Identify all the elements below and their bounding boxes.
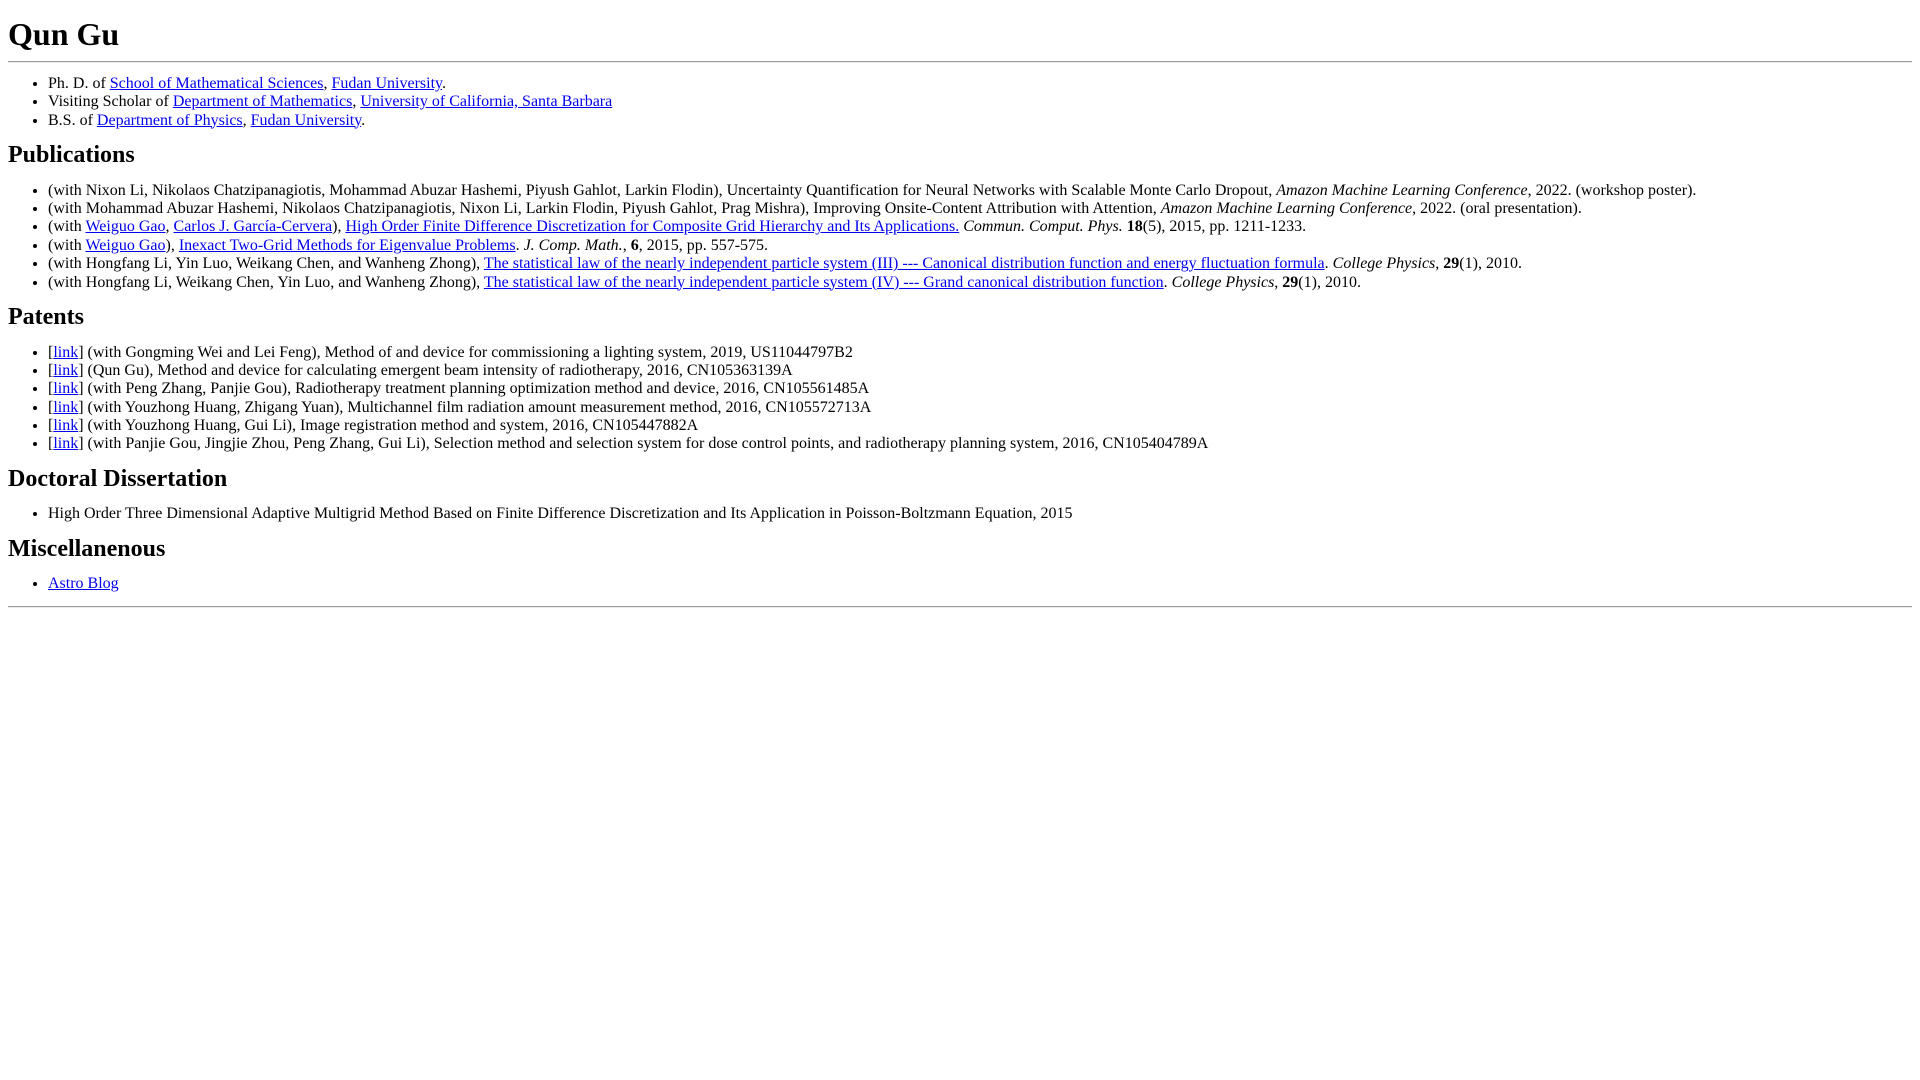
text-link[interactable]: link — [53, 398, 79, 416]
miscellaneous-list — [8, 575, 1912, 593]
plain-text: , — [323, 74, 332, 92]
plain-text: , — [352, 93, 361, 111]
publication-item — [48, 237, 1912, 255]
italic-text: Amazon Machine Learning Conference — [1160, 199, 1413, 217]
plain-text: . — [515, 236, 524, 254]
text-link[interactable]: link — [53, 417, 79, 435]
patent-item — [48, 362, 1912, 380]
text-link[interactable]: link — [53, 435, 79, 453]
plain-text: (1), 2010. — [1459, 255, 1522, 273]
plain-text: (1), 2010. — [1298, 273, 1361, 291]
top-divider — [8, 61, 1912, 63]
plain-text: (with Hongfang Li, Yin Luo, Weikang Chen, and Wanheng Zhong), — [48, 255, 484, 273]
patents-list — [8, 344, 1912, 454]
dissertation-heading: Doctoral Dissertation — [8, 465, 228, 492]
patent-item — [48, 344, 1912, 362]
text-link[interactable]: Carlos J. García-Cervera — [173, 218, 333, 236]
plain-text: ] (with Youzhong Huang, Gui Li), Image registration method and system, 2016, CN105447882A — [78, 417, 699, 435]
text-link[interactable]: Weiguo Gao — [85, 218, 166, 236]
bold-text: 29 — [1282, 273, 1299, 291]
italic-text: Commun. Comput. Phys. — [963, 218, 1123, 236]
plain-text: High Order Three Dimensional Adaptive Multigrid Method Based on Finite Difference Discretization and Its Application in Poisson-Boltzmann Equation, 2015 — [48, 505, 1073, 523]
text-link[interactable]: Fudan University — [250, 111, 362, 129]
plain-text: , 2015, pp. 557-575. — [638, 236, 769, 254]
italic-text: College Physics — [1332, 255, 1436, 273]
affiliation-item — [48, 93, 1912, 111]
plain-text: [ — [48, 361, 54, 379]
plain-text: Visiting Scholar of — [48, 93, 173, 111]
affiliation-item — [48, 112, 1912, 130]
italic-text: J. Comp. Math. — [523, 236, 623, 254]
plain-text: . — [1163, 273, 1172, 291]
plain-text: (5), 2015, pp. 1211-1233. — [1142, 218, 1307, 236]
plain-text: [ — [48, 398, 54, 416]
plain-text: . — [361, 111, 366, 129]
plain-text: , — [242, 111, 251, 129]
italic-text: Amazon Machine Learning Conference — [1276, 181, 1528, 199]
affiliations-list — [8, 75, 1912, 130]
plain-text: ] (with Youzhong Huang, Zhigang Yuan), Multichannel film radiation amount measurement method, 2016, CN105572713A — [78, 398, 872, 416]
dissertation-item — [48, 505, 1912, 523]
plain-text: ] (Qun Gu), Method and device for calculating emergent beam intensity of radiotherapy, 2016, CN105363139A — [78, 361, 793, 379]
miscellaneous-heading: Miscellanenous — [8, 535, 166, 562]
bold-text: 29 — [1443, 255, 1460, 273]
patent-item — [48, 399, 1912, 417]
text-link[interactable]: Astro Blog — [48, 575, 119, 593]
plain-text: (with Nixon Li, Nikolaos Chatzipanagiotis, Mohammad Abuzar Hashemi, Piyush Gahlot, Larkin Flodin), Uncertainty Quantification for Neural Networks with Scalable Monte Carlo Dropout, — [48, 181, 1277, 199]
plain-text: [ — [48, 417, 54, 435]
plain-text: ), — [165, 236, 179, 254]
publication-item — [48, 218, 1912, 236]
bold-text: 6 — [630, 236, 639, 254]
plain-text: , — [622, 236, 631, 254]
patents-heading: Patents — [8, 303, 84, 330]
bold-text: 18 — [1126, 218, 1143, 236]
page-title: Qun Gu — [8, 16, 120, 52]
text-link[interactable]: Weiguo Gao — [85, 236, 166, 254]
miscellaneous-item — [48, 575, 1912, 593]
text-link[interactable]: Inexact Two-Grid Methods for Eigenvalue Problems — [178, 236, 516, 254]
plain-text: , — [165, 218, 174, 236]
text-link[interactable]: link — [53, 361, 79, 379]
affiliation-item — [48, 75, 1912, 93]
publication-item — [48, 200, 1912, 218]
plain-text: (with — [48, 218, 86, 236]
plain-text: , 2022. (oral presentation). — [1412, 199, 1582, 217]
plain-text: ] (with Panjie Gou, Jingjie Zhou, Peng Zhang, Gui Li), Selection method and selection system for dose control points, and radiotherapy planning system, 2016, CN105404789A — [78, 435, 1209, 453]
plain-text: ] (with Gongming Wei and Lei Feng), Method of and device for commissioning a lighting system, 2019, US11044797B2 — [78, 343, 853, 361]
plain-text: [ — [48, 435, 54, 453]
text-link[interactable]: The statistical law of the nearly independent particle system (III) --- Canonical distribution function and energy fluctuation formula — [483, 255, 1325, 273]
publication-item — [48, 182, 1912, 200]
text-link[interactable]: The statistical law of the nearly independent particle system (IV) --- Grand canonical distribution function — [483, 273, 1164, 291]
publication-item — [48, 274, 1912, 292]
text-link[interactable]: link — [53, 343, 79, 361]
text-link[interactable]: University of California, Santa Barbara — [360, 93, 613, 111]
publications-list — [8, 182, 1912, 292]
patent-item — [48, 417, 1912, 435]
text-link[interactable]: Department of Mathematics — [172, 93, 353, 111]
plain-text: , 2022. (workshop poster). — [1527, 181, 1697, 199]
plain-text: . — [1324, 255, 1333, 273]
plain-text: Ph. D. of — [48, 74, 110, 92]
patent-item — [48, 435, 1912, 453]
dissertation-list — [8, 505, 1912, 523]
plain-text: (with Hongfang Li, Weikang Chen, Yin Luo, and Wanheng Zhong), — [48, 273, 484, 291]
plain-text: [ — [48, 343, 54, 361]
plain-text: , — [1435, 255, 1444, 273]
plain-text: [ — [48, 380, 54, 398]
plain-text: , — [1274, 273, 1283, 291]
plain-text: ), — [332, 218, 346, 236]
publication-item — [48, 255, 1912, 273]
plain-text: B.S. of — [48, 111, 97, 129]
text-link[interactable]: Fudan University — [331, 74, 443, 92]
plain-text: . — [442, 74, 447, 92]
text-link[interactable]: School of Mathematical Sciences — [109, 74, 324, 92]
patent-item — [48, 380, 1912, 398]
publications-heading: Publications — [8, 141, 135, 168]
bottom-divider — [8, 606, 1912, 608]
text-link[interactable]: link — [53, 380, 79, 398]
plain-text: (with — [48, 236, 86, 254]
italic-text: College Physics — [1171, 273, 1275, 291]
plain-text: (with Mohammad Abuzar Hashemi, Nikolaos Chatzipanagiotis, Nixon Li, Larkin Flodin, Piyush Gahlot, Prag Mishra), Improving Onsite-Content Attribution with Attention, — [48, 199, 1161, 217]
text-link[interactable]: High Order Finite Difference Discretization for Composite Grid Hierarchy and Its Applications. — [345, 218, 960, 236]
plain-text: ] (with Peng Zhang, Panjie Gou), Radiotherapy treatment planning optimization method and device, 2016, CN105561485A — [78, 380, 870, 398]
text-link[interactable]: Department of Physics — [96, 111, 243, 129]
